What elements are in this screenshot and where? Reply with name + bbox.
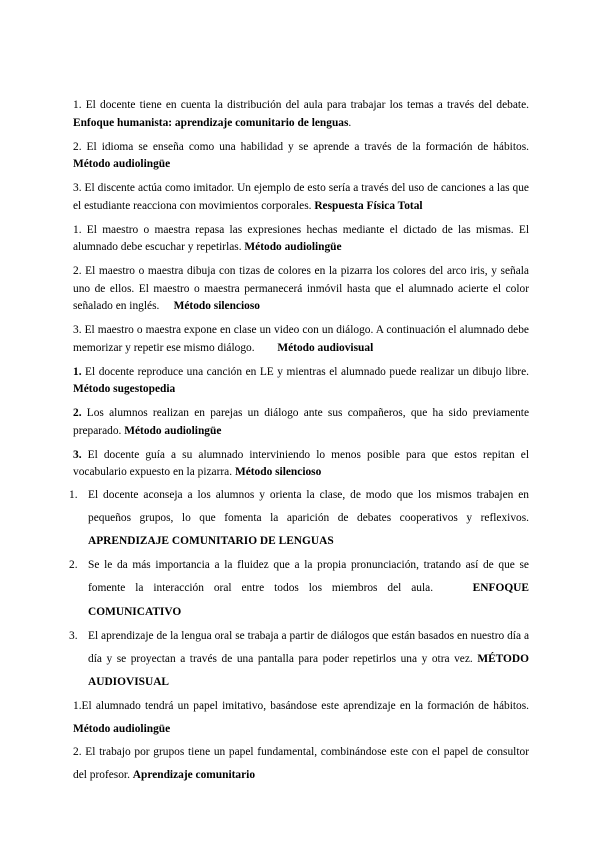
paragraph-c1: 1.El alumnado tendrá un papel imitativo, basándose este aprendizaje en la formación de hábitos. Método audiolingüe [73,700,529,736]
method-label: Método audiolingüe [124,424,222,437]
method-label: Método audiovisual [277,341,374,354]
method-label: Método audiolingüe [73,723,171,736]
method-label: Método audiolingüe [244,241,342,253]
item-number: 1. [73,365,82,378]
paragraph-a6: 3. El maestro o maestra expone en clase un video con un diálogo. A continuación el alumnado debe memorizar y repetir ese mismo diálogo. Método audiovisual [73,324,532,354]
method-label: Método silencioso [234,466,322,478]
paragraph-a5: 2. El maestro o maestra dibuja con tizas de colores en la pizarra los colores del arco iris, y señala uno de ellos. El maestro o maestra permanecerá inmóvil hasta que el alumnado acierte el color señalado en inglés. Método silencioso [73,265,532,312]
list-item: 2. Se le da más importancia a la fluidez que a la propia pronunciación, tratando así de que se fomente la interacción oral entre todos los miembros del aula. ENFOQUE COMUNICATIVO [73,554,529,624]
method-label: ENFOQUE COMUNICATIVO [88,582,529,618]
list-item: 1. El docente aconseja a los alumnos y orienta la clase, de modo que los mismos trabajen en pequeños grupos, lo que fomenta la aparición de debates cooperativos y reflexivos. APRENDIZAJE COMUNITARIO DE LENGUAS [73,484,529,554]
method-label: Método audiolingüe [73,158,171,170]
method-label: Método sugestopedia [73,383,176,395]
method-label: Enfoque humanista: aprendizaje comunitario de lenguas [73,116,349,129]
numbered-list [69,484,532,695]
list-item: 3. El aprendizaje de la lengua oral se trabaja a partir de diálogos que están basados en nuestro día a día y se proyectan a través de una pantalla para poder repetirlos una y otra vez. MÉTODO AUDIOVISUAL [73,625,529,695]
paragraph-a2: 2. El idioma se enseña como una habilidad y se aprende a través de la formación de hábitos. Método audiolingüe [73,140,529,170]
method-label: MÉTODO AUDIOVISUAL [88,652,529,689]
item-number: 2. [73,407,82,419]
method-label: Aprendizaje comunitario [132,769,256,782]
item-number: 3. [73,448,82,461]
paragraph-a4: 1. El maestro o maestra repasa las expresiones hechas mediante el dictado de las mismas. El alumnado debe escuchar y repetirlas. Método audiolingüe [73,223,529,253]
paragraph-b1: 1. El docente reproduce una canción en LE y mientras el alumnado puede realizar un dibujo libre. Método sugestopedia [73,365,529,395]
paragraph-b2: 2. Los alumnos realizan en parejas un diálogo ante sus compañeros, que ha sido previamente preparado. Método audiolingüe [73,407,529,437]
paragraph-a1: 1. El docente tiene en cuenta la distribución del aula para trabajar los temas a través del debate. Enfoque humanista: aprendizaje comunitario de lenguas. [73,99,529,129]
paragraph-c2: 2. El trabajo por grupos tiene un papel fundamental, combinándose este con el papel de consultor del profesor. Aprendizaje comunitario [73,746,529,782]
list-number: 3. [69,629,78,642]
method-label: APRENDIZAJE COMUNITARIO DE LENGUAS [88,534,334,547]
paragraph-b3: 3. El docente guía a su alumnado interviniendo lo menos posible para que estos repitan el vocabulario expuesto en la pizarra. Método silencioso [73,448,529,478]
method-label: Método silencioso [173,300,260,312]
method-label: Respuesta Física Total [314,199,423,212]
paragraph-a3: 3. El discente actúa como imitador. Un ejemplo de esto sería a través del uso de canciones a las que el estudiante reacciona con movimientos corporales. Respuesta Física Total [73,182,529,212]
list-number: 2. [69,559,78,572]
list-number: 1. [69,488,78,501]
